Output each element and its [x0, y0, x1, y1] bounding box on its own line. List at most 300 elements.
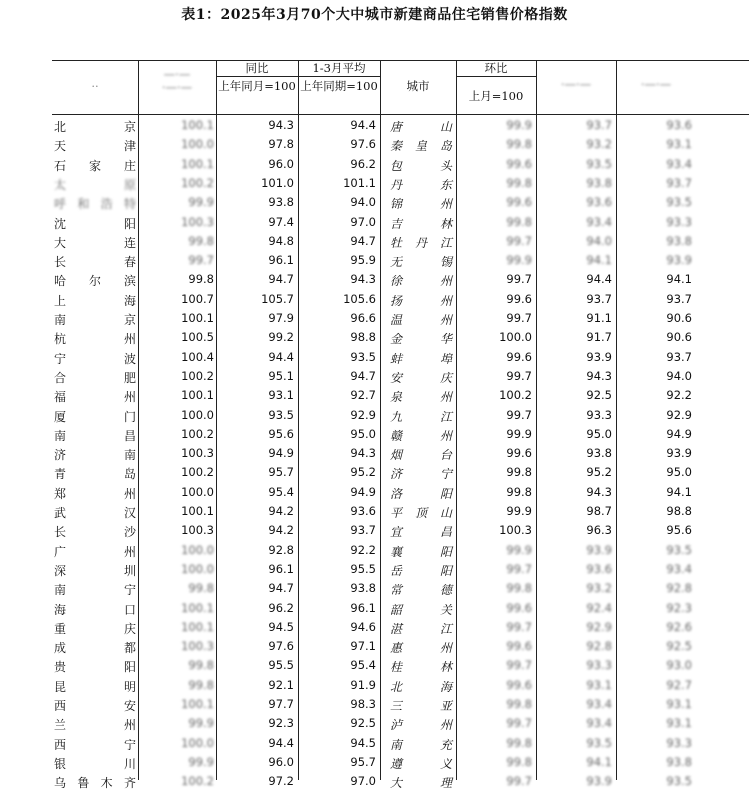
left-city-cell: 沈 阳 — [54, 216, 136, 231]
left-mom-cell: 100.3 — [181, 523, 214, 538]
header-right-mom-sub: 上月=100 — [468, 89, 524, 103]
right-avg-cell: 93.1 — [666, 137, 692, 152]
right-avg-cell: 93.4 — [666, 561, 692, 576]
table-row — [52, 444, 749, 464]
left-mom-cell: 99.8 — [188, 658, 214, 673]
left-city-cell: 南 宁 — [54, 583, 136, 598]
right-avg-cell: 93.1 — [666, 716, 692, 731]
right-yoy-cell: 93.6 — [586, 561, 612, 576]
left-mom-cell: 100.1 — [181, 504, 214, 518]
right-mom-cell: 100.3 — [499, 523, 532, 538]
left-city-cell: 成 都 — [54, 641, 136, 656]
right-yoy-cell: 91.1 — [586, 311, 612, 325]
left-mom-cell: 99.9 — [188, 195, 214, 210]
right-mom-cell: 99.6 — [506, 600, 532, 615]
left-yoy-cell: 94.7 — [268, 272, 294, 287]
right-avg-cell: 92.8 — [666, 581, 692, 596]
left-yoy-cell: 105.7 — [261, 291, 294, 306]
right-city-cell: 锦 州 — [390, 197, 452, 212]
left-avg-cell: 92.2 — [350, 542, 376, 557]
left-avg-cell: 94.3 — [350, 272, 376, 287]
left-yoy-cell: 101.0 — [261, 175, 294, 190]
table-row — [52, 406, 749, 426]
left-mom-cell: 100.2 — [181, 774, 214, 789]
left-mom-cell: 100.1 — [181, 311, 214, 325]
left-city-cell: 郑 州 — [54, 486, 136, 501]
right-mom-cell: 99.7 — [506, 407, 532, 422]
left-city-cell: 石 家 庄 — [54, 158, 136, 173]
left-city-cell: 西 宁 — [54, 737, 136, 752]
left-yoy-cell: 96.1 — [268, 253, 294, 268]
left-mom-cell: 100.1 — [181, 697, 214, 711]
left-city-cell: 西 安 — [54, 699, 136, 713]
left-yoy-cell: 96.2 — [268, 600, 294, 615]
price-index-table — [52, 60, 749, 791]
header-left-yoy: 同比 — [245, 61, 269, 75]
left-yoy-cell: 95.6 — [268, 426, 294, 441]
right-city-cell: 泸 州 — [390, 718, 452, 733]
right-yoy-cell: 91.7 — [586, 330, 612, 345]
right-city-cell: 唐 山 — [390, 120, 452, 134]
header-left-yoy-sub: 上年同月=100 — [218, 79, 296, 93]
left-yoy-cell: 99.2 — [268, 330, 294, 345]
right-city-cell: 北 海 — [390, 679, 452, 694]
table-row — [52, 135, 749, 155]
left-city-cell: 合 肥 — [54, 370, 136, 385]
left-city-cell: 长 春 — [54, 255, 136, 270]
right-avg-cell: 93.5 — [666, 195, 692, 210]
right-avg-cell: 95.0 — [666, 465, 692, 480]
left-yoy-cell: 95.7 — [268, 465, 294, 480]
right-city-cell: 赣 州 — [390, 428, 452, 443]
table-row — [52, 328, 749, 348]
header-right-mom: 环比 — [484, 61, 508, 75]
right-city-cell: 遵 义 — [390, 756, 452, 771]
right-city-cell: 韶 关 — [390, 602, 452, 617]
table-row — [52, 232, 749, 252]
right-avg-cell: 98.8 — [666, 504, 692, 518]
left-mom-cell: 100.2 — [181, 426, 214, 441]
right-mom-cell: 99.6 — [506, 639, 532, 654]
left-avg-cell: 97.1 — [350, 639, 376, 654]
left-avg-cell: 97.0 — [350, 774, 376, 789]
right-yoy-cell: 93.2 — [586, 581, 612, 596]
right-avg-cell: 92.9 — [666, 407, 692, 422]
right-yoy-cell: 93.4 — [586, 214, 612, 229]
right-mom-cell: 99.6 — [506, 446, 532, 461]
right-city-cell: 惠 州 — [390, 641, 452, 656]
left-mom-cell: 100.0 — [181, 137, 214, 152]
left-mom-cell: 99.9 — [188, 716, 214, 731]
left-yoy-cell: 94.7 — [268, 581, 294, 596]
right-city-cell: 吉 林 — [390, 216, 452, 231]
table-row — [52, 386, 749, 406]
left-mom-cell: 100.1 — [181, 118, 214, 132]
table-row — [52, 367, 749, 387]
right-yoy-cell: 93.5 — [586, 156, 612, 171]
right-mom-cell: 99.6 — [506, 291, 532, 306]
header-left-avg-sub: 上年同期=100 — [300, 79, 378, 93]
left-mom-cell: 100.1 — [181, 156, 214, 171]
right-avg-cell: 94.1 — [666, 484, 692, 499]
left-mom-cell: 99.7 — [188, 253, 214, 268]
right-yoy-cell: 94.0 — [586, 233, 612, 248]
right-yoy-cell: 93.7 — [586, 291, 612, 306]
left-city-cell: 长 沙 — [54, 525, 136, 540]
left-mom-cell: 100.3 — [181, 214, 214, 229]
left-city-cell: 大 连 — [54, 235, 136, 250]
left-yoy-cell: 96.0 — [268, 754, 294, 769]
left-avg-cell: 94.3 — [350, 446, 376, 461]
right-yoy-cell: 93.9 — [586, 542, 612, 557]
right-city-cell: 徐 州 — [390, 274, 452, 289]
right-city-cell: 襄 阳 — [390, 544, 452, 559]
left-yoy-cell: 97.6 — [268, 639, 294, 654]
right-avg-cell: 93.1 — [666, 697, 692, 711]
left-yoy-cell: 94.3 — [268, 118, 294, 132]
header-right-avg-blurred: ·—·— — [640, 77, 672, 91]
table-row — [52, 753, 749, 773]
right-yoy-cell: 93.4 — [586, 697, 612, 711]
right-mom-cell: 99.8 — [506, 735, 532, 750]
table-row — [52, 290, 749, 310]
left-yoy-cell: 95.1 — [268, 368, 294, 383]
right-avg-cell: 94.0 — [666, 368, 692, 383]
table-row — [52, 270, 749, 290]
right-mom-cell: 99.6 — [506, 677, 532, 692]
left-mom-cell: 100.0 — [181, 542, 214, 557]
left-mom-cell: 100.2 — [181, 368, 214, 383]
table-row — [52, 348, 749, 368]
left-mom-cell: 100.0 — [181, 484, 214, 499]
right-avg-cell: 92.6 — [666, 619, 692, 634]
right-mom-cell: 99.9 — [506, 118, 532, 132]
right-mom-cell: 99.8 — [506, 137, 532, 152]
right-mom-cell: 100.0 — [499, 330, 532, 345]
right-avg-cell: 90.6 — [666, 330, 692, 345]
right-mom-cell: 99.8 — [506, 175, 532, 190]
right-yoy-cell: 94.4 — [586, 272, 612, 287]
left-avg-cell: 93.8 — [350, 581, 376, 596]
table-row — [52, 309, 749, 329]
left-avg-cell: 105.6 — [343, 291, 376, 306]
right-mom-cell: 99.8 — [506, 697, 532, 711]
left-city-cell: 深 圳 — [54, 563, 136, 578]
left-avg-cell: 95.0 — [350, 426, 376, 441]
right-yoy-cell: 96.3 — [586, 523, 612, 538]
right-avg-cell: 94.9 — [666, 426, 692, 441]
left-avg-cell: 93.5 — [350, 349, 376, 364]
right-city-cell: 扬 州 — [390, 293, 452, 308]
header-mid-rule-right — [456, 76, 536, 77]
right-mom-cell: 99.8 — [506, 581, 532, 596]
right-city-cell: 金 华 — [390, 332, 452, 347]
right-mom-cell: 99.7 — [506, 311, 532, 325]
right-mom-cell: 99.7 — [506, 561, 532, 576]
header-left-city-mark: ·· — [91, 79, 99, 93]
left-yoy-cell: 93.1 — [268, 388, 294, 403]
left-yoy-cell: 94.9 — [268, 446, 294, 461]
left-avg-cell: 101.1 — [343, 175, 376, 190]
right-avg-cell: 93.3 — [666, 214, 692, 229]
right-avg-cell: 95.6 — [666, 523, 692, 538]
left-yoy-cell: 92.1 — [268, 677, 294, 692]
left-mom-cell: 100.7 — [181, 291, 214, 306]
left-avg-cell: 94.5 — [350, 735, 376, 750]
right-mom-cell: 99.8 — [506, 484, 532, 499]
right-avg-cell: 93.7 — [666, 175, 692, 190]
left-yoy-cell: 92.8 — [268, 542, 294, 557]
left-avg-cell: 93.7 — [350, 523, 376, 538]
left-yoy-cell: 96.1 — [268, 561, 294, 576]
right-city-cell: 包 头 — [390, 158, 452, 173]
left-mom-cell: 99.8 — [188, 233, 214, 248]
table-row — [52, 560, 749, 580]
right-yoy-cell: 94.1 — [586, 253, 612, 268]
left-city-cell: 南 京 — [54, 313, 136, 327]
right-yoy-cell: 93.6 — [586, 195, 612, 210]
right-city-cell: 泉 州 — [390, 390, 452, 405]
left-yoy-cell: 94.5 — [268, 619, 294, 634]
left-avg-cell: 94.6 — [350, 619, 376, 634]
left-mom-cell: 99.9 — [188, 754, 214, 769]
left-city-cell: 济 南 — [54, 448, 136, 463]
left-yoy-cell: 94.4 — [268, 735, 294, 750]
right-yoy-cell: 93.2 — [586, 137, 612, 152]
left-city-cell: 乌 鲁 木 齐 — [54, 776, 136, 791]
right-avg-cell: 92.3 — [666, 600, 692, 615]
right-mom-cell: 99.7 — [506, 716, 532, 731]
left-avg-cell: 94.0 — [350, 195, 376, 210]
table-row — [52, 599, 749, 619]
left-avg-cell: 93.6 — [350, 504, 376, 518]
left-yoy-cell: 93.8 — [268, 195, 294, 210]
left-city-cell: 宁 波 — [54, 351, 136, 366]
left-city-cell: 杭 州 — [54, 332, 136, 347]
left-city-cell: 银 川 — [54, 756, 136, 771]
right-mom-cell: 99.7 — [506, 233, 532, 248]
right-mom-cell: 99.9 — [506, 253, 532, 268]
right-city-cell: 湛 江 — [390, 621, 452, 636]
right-mom-cell: 99.6 — [506, 195, 532, 210]
table-row — [52, 463, 749, 483]
header-right-yoy-blurred: ·—·— — [560, 77, 592, 91]
header-left-mom-blurred: —·— ·—·— — [161, 67, 193, 94]
right-avg-cell: 92.2 — [666, 388, 692, 403]
left-mom-cell: 100.4 — [181, 349, 214, 364]
right-avg-cell: 93.5 — [666, 542, 692, 557]
table-row — [52, 637, 749, 657]
right-avg-cell: 93.6 — [666, 118, 692, 132]
left-yoy-cell: 94.2 — [268, 504, 294, 518]
right-mom-cell: 99.9 — [506, 504, 532, 518]
right-avg-cell: 93.8 — [666, 754, 692, 769]
right-city-cell: 烟 台 — [390, 448, 452, 463]
left-yoy-cell: 93.5 — [268, 407, 294, 422]
left-city-cell: 天 津 — [54, 139, 136, 154]
right-city-cell: 岳 阳 — [390, 563, 452, 578]
left-yoy-cell: 95.4 — [268, 484, 294, 499]
right-city-cell: 牡 丹 江 — [390, 235, 452, 250]
right-city-cell: 蚌 埠 — [390, 351, 452, 366]
right-yoy-cell: 94.3 — [586, 368, 612, 383]
left-avg-cell: 91.9 — [350, 677, 376, 692]
left-avg-cell: 98.3 — [350, 697, 376, 711]
left-avg-cell: 92.5 — [350, 716, 376, 731]
left-avg-cell: 92.7 — [350, 388, 376, 403]
table-row — [52, 772, 749, 792]
right-city-cell: 九 江 — [390, 409, 452, 424]
right-avg-cell: 93.7 — [666, 349, 692, 364]
right-mom-cell: 99.7 — [506, 658, 532, 673]
left-avg-cell: 98.8 — [350, 330, 376, 345]
left-avg-cell: 95.7 — [350, 754, 376, 769]
left-mom-cell: 100.0 — [181, 561, 214, 576]
right-yoy-cell: 93.5 — [586, 735, 612, 750]
header-left-avg: 1-3月平均 — [312, 61, 366, 75]
right-avg-cell: 93.7 — [666, 291, 692, 306]
right-yoy-cell: 94.3 — [586, 484, 612, 499]
table-row — [52, 521, 749, 541]
left-avg-cell: 94.7 — [350, 368, 376, 383]
right-yoy-cell: 92.8 — [586, 639, 612, 654]
right-city-cell: 温 州 — [390, 313, 452, 327]
table-row — [52, 155, 749, 175]
header-bottom-rule — [52, 114, 749, 115]
left-avg-cell: 97.6 — [350, 137, 376, 152]
left-city-cell: 哈 尔 滨 — [54, 274, 136, 289]
right-yoy-cell: 93.4 — [586, 716, 612, 731]
left-avg-cell: 94.9 — [350, 484, 376, 499]
table-top-rule — [52, 60, 749, 61]
right-avg-cell: 94.1 — [666, 272, 692, 287]
right-mom-cell: 100.2 — [499, 388, 532, 403]
left-avg-cell: 96.6 — [350, 311, 376, 325]
left-mom-cell: 100.1 — [181, 619, 214, 634]
right-avg-cell: 92.5 — [666, 639, 692, 654]
right-avg-cell: 93.3 — [666, 735, 692, 750]
right-city-cell: 丹 东 — [390, 177, 452, 192]
left-city-cell: 福 州 — [54, 390, 136, 405]
right-city-cell: 秦 皇 岛 — [390, 139, 452, 154]
right-city-cell: 桂 林 — [390, 660, 452, 675]
right-mom-cell: 99.9 — [506, 542, 532, 557]
left-mom-cell: 100.2 — [181, 465, 214, 480]
right-mom-cell: 99.7 — [506, 774, 532, 789]
left-yoy-cell: 92.3 — [268, 716, 294, 731]
right-city-cell: 三 亚 — [390, 699, 452, 713]
right-yoy-cell: 93.8 — [586, 175, 612, 190]
right-yoy-cell: 93.3 — [586, 658, 612, 673]
left-yoy-cell: 95.5 — [268, 658, 294, 673]
left-yoy-cell: 94.2 — [268, 523, 294, 538]
left-city-cell: 厦 门 — [54, 409, 136, 424]
right-yoy-cell: 93.9 — [586, 774, 612, 789]
left-city-cell: 贵 阳 — [54, 660, 136, 675]
table-title: 表1：2025年3月70个大中城市新建商品住宅销售价格指数 — [181, 7, 568, 23]
right-yoy-cell: 92.5 — [586, 388, 612, 403]
left-avg-cell: 95.9 — [350, 253, 376, 268]
table-row — [52, 656, 749, 676]
right-avg-cell: 93.8 — [666, 233, 692, 248]
left-avg-cell: 97.0 — [350, 214, 376, 229]
right-avg-cell: 93.9 — [666, 253, 692, 268]
left-mom-cell: 100.3 — [181, 446, 214, 461]
left-city-cell: 广 州 — [54, 544, 136, 559]
table-row — [52, 251, 749, 271]
table-row — [52, 116, 749, 136]
right-mom-cell: 99.7 — [506, 619, 532, 634]
left-city-cell: 海 口 — [54, 602, 136, 617]
right-avg-cell: 93.5 — [666, 774, 692, 789]
left-mom-cell: 99.8 — [188, 677, 214, 692]
table-row — [52, 483, 749, 503]
table-row — [52, 579, 749, 599]
right-mom-cell: 99.6 — [506, 156, 532, 171]
header-right-city: 城市 — [406, 79, 430, 93]
table-row — [52, 541, 749, 561]
left-city-cell: 兰 州 — [54, 718, 136, 733]
left-yoy-cell: 97.7 — [268, 697, 294, 711]
table-row — [52, 193, 749, 213]
table-row — [52, 714, 749, 734]
right-yoy-cell: 92.9 — [586, 619, 612, 634]
left-mom-cell: 99.8 — [188, 581, 214, 596]
left-city-cell: 昆 明 — [54, 679, 136, 694]
left-yoy-cell: 97.4 — [268, 214, 294, 229]
right-mom-cell: 99.7 — [506, 272, 532, 287]
right-mom-cell: 99.6 — [506, 349, 532, 364]
left-city-cell: 上 海 — [54, 293, 136, 308]
right-yoy-cell: 92.4 — [586, 600, 612, 615]
left-city-cell: 重 庆 — [54, 621, 136, 636]
right-mom-cell: 99.9 — [506, 426, 532, 441]
left-yoy-cell: 97.9 — [268, 311, 294, 325]
right-avg-cell: 92.7 — [666, 677, 692, 692]
left-city-cell: 南 昌 — [54, 428, 136, 443]
right-yoy-cell: 94.1 — [586, 754, 612, 769]
right-yoy-cell: 93.1 — [586, 677, 612, 692]
right-city-cell: 大 理 — [390, 776, 452, 791]
left-avg-cell: 95.2 — [350, 465, 376, 480]
right-city-cell: 无 锡 — [390, 255, 452, 270]
left-city-cell: 武 汉 — [54, 506, 136, 520]
right-mom-cell: 99.8 — [506, 465, 532, 480]
right-yoy-cell: 95.2 — [586, 465, 612, 480]
left-city-cell: 呼 和 浩 特 — [54, 197, 136, 212]
left-avg-cell: 96.2 — [350, 156, 376, 171]
left-avg-cell: 92.9 — [350, 407, 376, 422]
table-row — [52, 695, 749, 715]
table-row — [52, 734, 749, 754]
right-yoy-cell: 93.8 — [586, 446, 612, 461]
left-avg-cell: 95.5 — [350, 561, 376, 576]
left-mom-cell: 99.8 — [188, 272, 214, 287]
left-avg-cell: 94.4 — [350, 118, 376, 132]
right-avg-cell: 90.6 — [666, 311, 692, 325]
table-row — [52, 502, 749, 522]
left-city-cell: 北 京 — [54, 120, 136, 134]
right-mom-cell: 99.7 — [506, 368, 532, 383]
left-mom-cell: 100.2 — [181, 175, 214, 190]
right-yoy-cell: 93.9 — [586, 349, 612, 364]
table-row — [52, 425, 749, 445]
right-mom-cell: 99.8 — [506, 214, 532, 229]
table-row — [52, 213, 749, 233]
right-yoy-cell: 95.0 — [586, 426, 612, 441]
left-mom-cell: 100.1 — [181, 600, 214, 615]
table-row — [52, 676, 749, 696]
